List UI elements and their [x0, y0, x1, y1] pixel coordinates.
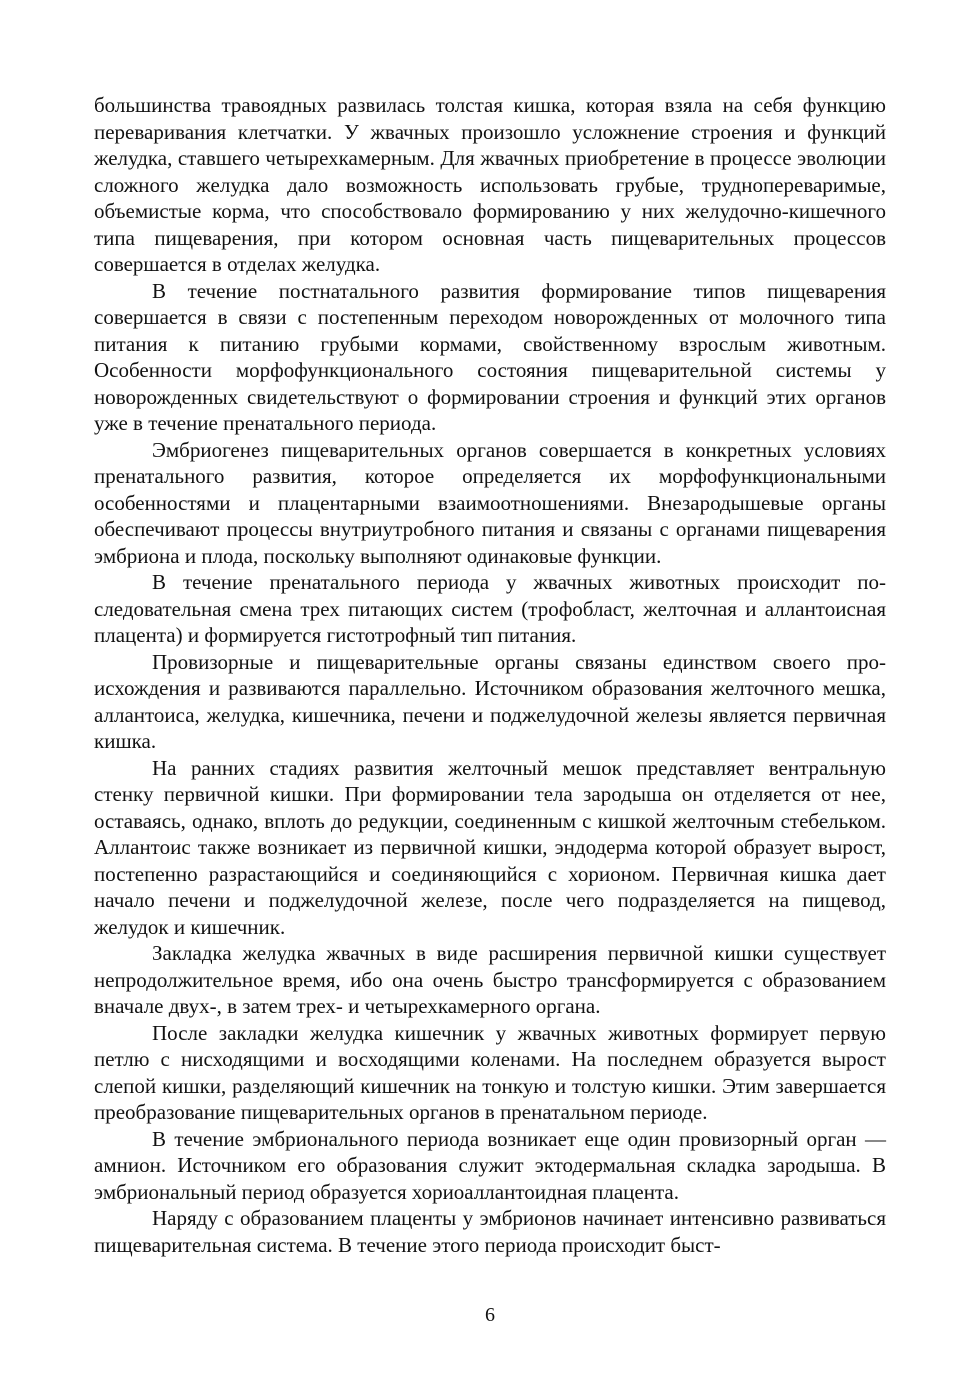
paragraph-continued: большинства травоядных развилась толстая кишка, которая взяла на себя функцию переваривания клетчатки. У жвачных произошло усложнение строения и функций желудка, ставшего четырехкамерным. Для жвачных приобретение в процессе эволюции сложного желудка дало возможность использовать грубые, труднопереваримые, объемистые корма, что способствовало формированию у них желудочно-кишечного типа пищеварения, при котором основная часть пищеварительных процессов совершается в отделах желудка.: [94, 93, 886, 276]
paragraph-provisional-organs: Провизорные и пищеварительные органы связаны единством своего происхождения и развиваются параллельно. Источником образования желточного мешка, аллантоиса, желудка, кишечника, печени и поджелудочной железы является первичная кишка.: [94, 649, 886, 753]
page-number: 6: [485, 1304, 495, 1326]
page-body: [94, 92, 886, 1258]
paragraph-amnion: В течение эмбрионального периода возникает еще один провизорный орган — амнион. Источником его образования служит эктодермальная складка зародыша. В эмбриональный период образуется хориоаллантоидная плацента.: [94, 1126, 886, 1204]
paragraph-stomach-anlage: Закладка желудка жвачных в виде расширения первичной кишки существует непродолжительное время, ибо она очень быстро трансформируется с образованием вначале двух-, в затем трех- и четырехкамерного органа.: [94, 941, 886, 1018]
paragraph-embryogenesis: Эмбриогенез пищеварительных органов совершается в конкретных условиях пренатального развития, которое определяется их морфофункциональными особенностями и плацентарными взаимоотношениями. Внезародышевые органы обеспечивают процессы внутриутробного питания и связаны с органами пищеварения эмбриона и плода, поскольку выполняют одинаковые функции.: [94, 437, 886, 568]
paragraph-prenatal: В течение пренатального периода у жвачных животных происходит последовательная смена трех питающих систем (трофобласт, желточная и аллантоисная плацента) и формируется гистотрофный тип питания.: [94, 570, 886, 647]
paragraph-postnatal: В течение постнатального развития формирование типов пищеварения совершается в связи с постепенным переходом новорожденных от молочного типа питания к питанию грубыми кормами, свойственному взрослым животным. Особенности морфофункционального состояния пищеварительной системы у новорожденных свидетельствуют о формировании строения и функций этих органов уже в течение пренатального периода.: [94, 278, 886, 435]
paragraph-early-stages: На ранних стадиях развития желточный мешок представляет вентральную стенку первичной кишки. При формировании тела зародыша он отделяется от нее, оставаясь, однако, вплоть до редукции, соединенным с кишкой желточным стебельком. Аллантоис также возникает из первичной кишки, эндодерма которой образует вырост, постепенно разрастающийся и соединяющийся с хорионом. Первичная кишка дает начало печени и поджелудочной железе, после чего подразделяется на пищевод, желудок и кишечник.: [94, 755, 886, 939]
paragraph-intestine: После закладки желудка кишечник у жвачных животных формирует первую петлю с нисходящими и восходящими коленами. На последнем образуется вырост слепой кишки, разделяющий кишечник на тонкую и толстую кишки. Этим завершается преобразование пищеварительных органов в пренатальном периоде.: [94, 1020, 886, 1124]
paragraph-digestive-system: Наряду с образованием плаценты у эмбрионов начинает интенсивно развиваться пищеварительная система. В течение этого периода происходит быст-: [94, 1206, 886, 1257]
